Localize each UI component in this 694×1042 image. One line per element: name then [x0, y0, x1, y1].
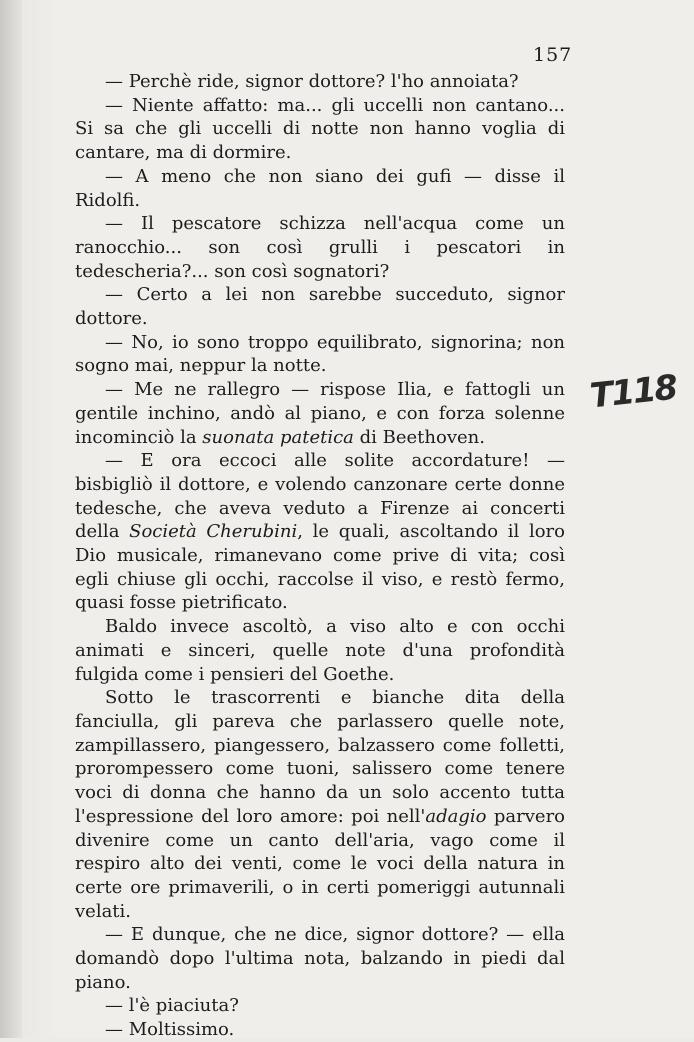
paragraph-12: — l'è piaciuta?	[105, 995, 239, 1017]
paragraph-6: — No, io sono troppo equilibrato, signorina; non sogno mai, neppur la notte.	[75, 331, 565, 377]
paragraph-3: — A meno che non siano dei gufi — disse il Ridolfi.	[75, 165, 565, 211]
italic-society-name: Società Cherubini	[129, 521, 298, 543]
page-number: 157	[533, 44, 573, 66]
paragraph-8: — E ora eccoci alle solite accordature! — bisbigliò il dottore, e volendo canzonare certe donne tedesche, che aveva veduto a Firenze ai concerti della Società Cherubini, le quali, ascoltando il loro Dio musicale, rimanevano come prive di vita; così egli chiuse gli occhi, raccolse il viso, e restò fermo, quasi fosse pietrificato.	[75, 450, 565, 614]
paragraph-5: — Certo a lei non sarebbe succeduto, signor dottore.	[75, 284, 565, 330]
italic-title: suonata patetica	[202, 426, 354, 448]
paragraph-10: Sotto le trascorrenti e bianche dita della fanciulla, gli pareva che parlassero quelle note, zampillassero, piangessero, balzassero come folletti, prorompessero come tuoni, salissero come tenere voci di donna che hanno da un solo accento tutta l'espressione del loro amore: poi nell'adagio parvero divenire come un canto dell'aria, vago come il respiro alto dei venti, come le voci della natura in certe ore primaverili, o in certi pomeriggi autunnali velati.	[75, 687, 566, 922]
paragraph-1: — Perchè ride, signor dottore? l'ho annoiata?	[105, 71, 519, 92]
italic-musical-term: adagio	[425, 805, 487, 827]
handwritten-margin-note: T118	[588, 367, 679, 417]
paragraph-2: — Niente affatto: ma... gli uccelli non cantano... Si sa che gli uccelli di notte non hanno voglia di cantare, ma di dormire.	[75, 94, 565, 164]
paragraph-7: — Me ne rallegro — rispose Ilia, e fattogli un gentile inchino, andò al piano, e con forza solenne incominciò la suonata patetica di Beethoven.	[75, 379, 565, 448]
body-text	[75, 70, 565, 1042]
page-binding-edge	[0, 0, 22, 1038]
paragraph-4: — Il pescatore schizza nell'acqua come un ranocchio... son così grulli i pescatori in tedescheria?... son così sognatori?	[75, 213, 565, 282]
paragraph-13: — Moltissimo.	[105, 1019, 235, 1041]
paragraph-11: — E dunque, che ne dice, signor dottore? — ella domandò dopo l'ultima nota, balzando in piedi dal piano.	[75, 924, 565, 993]
paragraph-9: Baldo invece ascoltò, a viso alto e con occhi animati e sinceri, quelle note d'una profondità fulgida come i pensieri del Goethe.	[75, 616, 565, 685]
